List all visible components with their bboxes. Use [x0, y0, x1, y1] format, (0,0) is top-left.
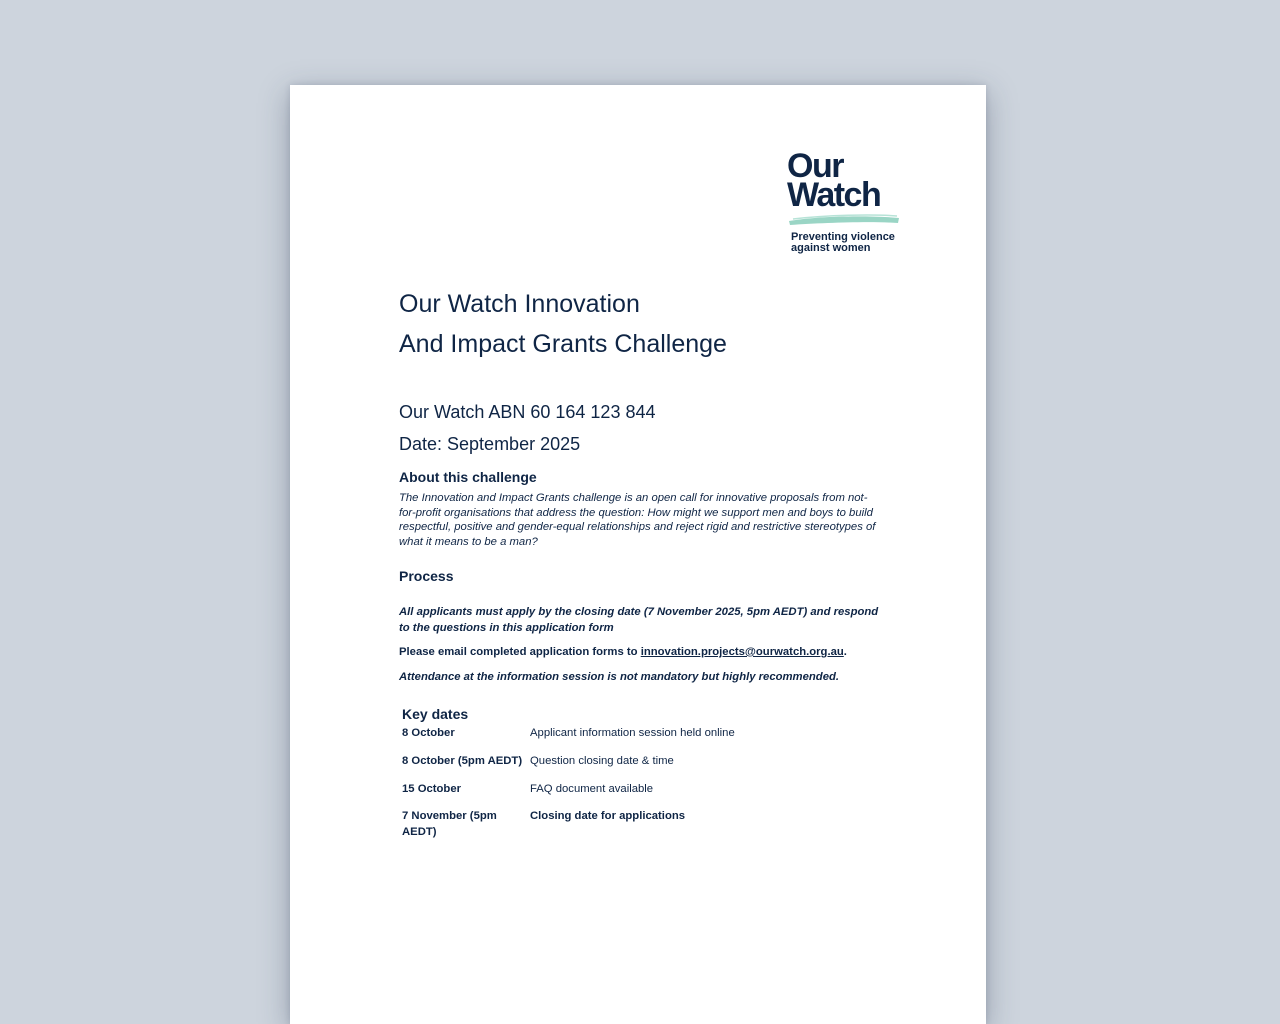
table-row [402, 753, 862, 781]
logo-word-our: Our [787, 147, 843, 185]
document-title-line1: Our Watch Innovation [399, 290, 640, 318]
key-event-cell: Question closing date & time [530, 755, 674, 767]
logo-swoosh-icon [787, 213, 901, 227]
email-link[interactable]: innovation.projects@ourwatch.org.au [640, 646, 844, 658]
table-row [402, 725, 862, 753]
process-paragraph-session: Attendance at the information session is not mandatory but highly recommended. [399, 671, 840, 683]
process-paragraph-deadline: All applicants must apply by the closing date (7 November 2025, 5pm AEDT) and respond to the questions in this application form [399, 606, 879, 634]
key-event-cell: Applicant information session held online [530, 727, 735, 739]
process-paragraph-email [399, 644, 879, 660]
document-title-line2: And Impact Grants Challenge [399, 330, 727, 358]
process-heading: Process [399, 568, 454, 584]
email-prefix: Please email completed application forms to [399, 646, 641, 658]
about-heading: About this challenge [399, 469, 537, 485]
key-event-cell: FAQ document available [530, 783, 654, 795]
key-event-cell: Closing date for applications [530, 810, 686, 822]
table-row [402, 781, 862, 808]
logo-tagline-line2: against women [791, 242, 871, 254]
date-line: Date: September 2025 [399, 434, 581, 454]
key-date-cell: 8 October [402, 727, 455, 739]
logo-tagline [791, 232, 895, 254]
our-watch-logo [787, 149, 902, 259]
about-body: The Innovation and Impact Grants challenge is an open call for innovative proposals from not-for-profit organisations that address the question: How might we support men and boys to build respectful, positive and gender-equal relationships and reject rigid and restrictive stereotypes of what it means to be a man? [399, 492, 876, 548]
key-date-cell: 7 November (5pm AEDT) [402, 810, 497, 838]
key-date-cell: 15 October [402, 783, 462, 795]
key-dates-table [402, 703, 862, 840]
logo-word-watch: Watch [787, 176, 881, 214]
table-row [402, 808, 862, 840]
email-suffix: . [843, 646, 847, 658]
key-dates-heading: Key dates [402, 706, 469, 722]
document-page [290, 85, 986, 1024]
logo-tagline-line1: Preventing violence [791, 231, 895, 243]
abn-line: Our Watch ABN 60 164 123 844 [399, 402, 656, 422]
key-date-cell: 8 October (5pm AEDT) [402, 755, 523, 767]
